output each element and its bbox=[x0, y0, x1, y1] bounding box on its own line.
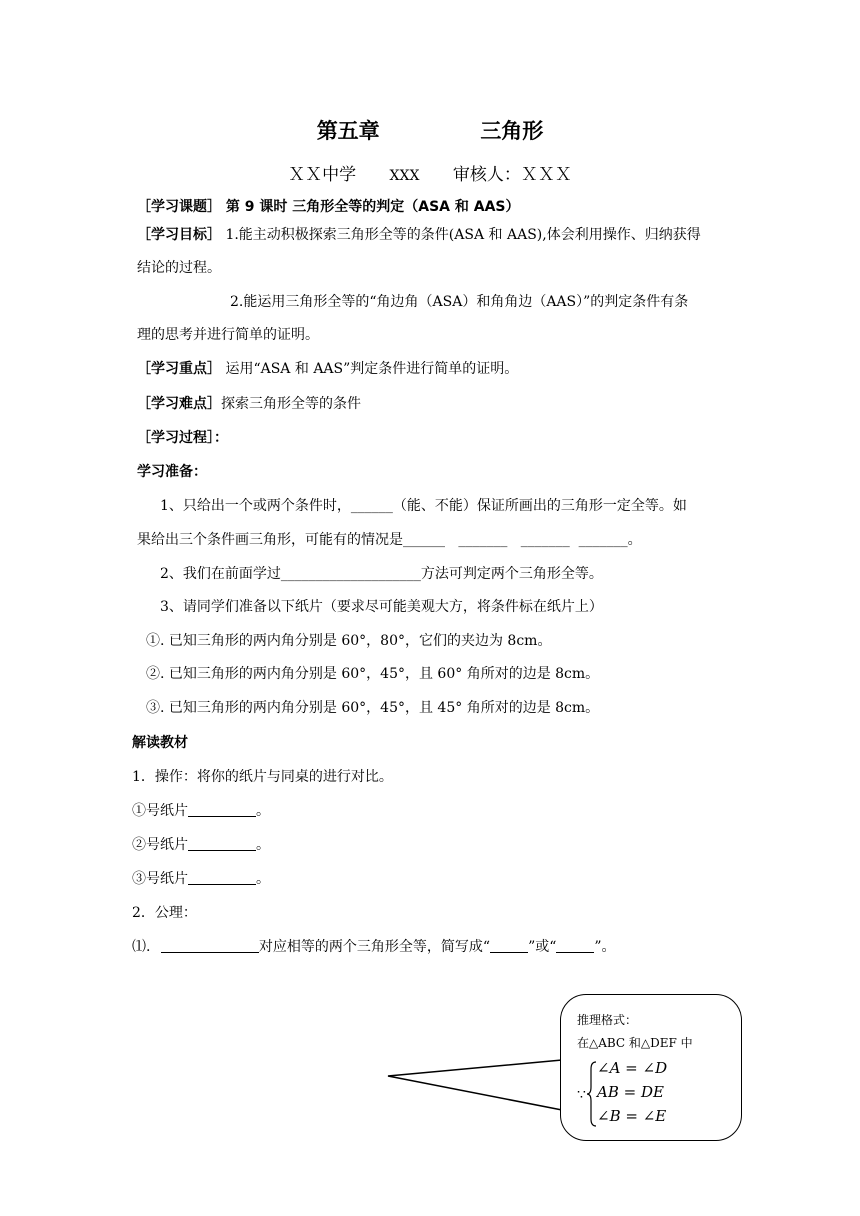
chapter-label: 第五章 bbox=[316, 118, 380, 143]
condition-side-ab: AB = DE bbox=[597, 1083, 664, 1101]
prep-q1-text-a: 1、只给出一个或两个条件时， bbox=[160, 498, 351, 514]
reading-heading: 解读教材 bbox=[132, 735, 188, 751]
reviewer: 审核人：ＸＸＸ bbox=[452, 165, 572, 185]
prep-q1-text-c: 果给出三个条件画三角形，可能有的情况是 bbox=[137, 532, 403, 548]
axiom-1-number: ⑴. bbox=[132, 939, 151, 955]
focus-label: ［学习重点］ bbox=[137, 361, 221, 377]
topic-label: ［学习课题］ bbox=[137, 199, 221, 215]
paper-card-3: ③. 已知三角形的两内角分别是 60°，45°，且 45° 角所对的边是 8cm。 bbox=[146, 700, 600, 716]
topic-text: 第 9 课时 三角形全等的判定（ASA 和 AAS） bbox=[225, 199, 520, 215]
process-label: ［学习过程］： bbox=[137, 430, 228, 446]
paper-card-1: ①. 已知三角形的两内角分别是 60°，80°，它们的夹边为 8cm。 bbox=[146, 633, 552, 649]
author-name: XXX bbox=[389, 168, 420, 184]
prep-q3: 3、请同学们准备以下纸片（要求尽可能美观大方，将条件标在纸片上） bbox=[160, 599, 603, 615]
goals-line-1b: 结论的过程。 bbox=[137, 260, 221, 276]
chapter-title: 三角形 bbox=[480, 118, 544, 143]
axiom-1-text-a: 对应相等的两个三角形全等，简写成“ bbox=[258, 939, 491, 955]
prep-q2-text-b: 方法可判定两个三角形全等。 bbox=[420, 566, 603, 582]
prep-q1-blanks: ______ _______ _______ _______ bbox=[403, 532, 628, 548]
axiom-1-text-b: ”或“ bbox=[528, 939, 557, 955]
paper-card-2: ②. 已知三角形的两内角分别是 60°，45°，且 60° 角所对的边是 8cm。 bbox=[146, 666, 600, 682]
prep-q2-blank: ____________________ bbox=[280, 566, 421, 582]
difficulty-label: ［学习难点］ bbox=[137, 396, 221, 412]
condition-angle-b: ∠B = ∠E bbox=[597, 1107, 667, 1125]
paper-2-period: 。 bbox=[256, 837, 270, 853]
prep-heading: 学习准备： bbox=[137, 464, 207, 480]
goals-line-2b: 理的思考并进行简单的证明。 bbox=[137, 327, 319, 343]
condition-angle-a: ∠A = ∠D bbox=[597, 1059, 668, 1077]
goals-label: ［学习目标］ bbox=[137, 227, 221, 243]
because-symbol: ∵ bbox=[577, 1087, 586, 1103]
prep-q2-text-a: 2、我们在前面学过 bbox=[160, 566, 281, 582]
prep-q1-text-b: （能、不能）保证所画出的三角形一定全等。如 bbox=[392, 498, 687, 514]
school-name: ＸＸ中学 bbox=[288, 165, 357, 185]
paper-3-period: 。 bbox=[256, 871, 270, 887]
callout-heading: 推理格式： bbox=[577, 1013, 638, 1027]
reading-op: 1．操作：将你的纸片与同桌的进行对比。 bbox=[132, 769, 393, 785]
focus-text: 运用“ASA 和 AAS”判定条件进行简单的证明。 bbox=[225, 361, 519, 377]
difficulty-text: 探索三角形全等的条件 bbox=[221, 396, 361, 412]
prep-q1-end: 。 bbox=[627, 532, 642, 548]
axiom-1-text-c: ”。 bbox=[594, 939, 616, 955]
paper-1-label: ①号纸片 bbox=[132, 803, 188, 819]
prep-q1-blank: ______ bbox=[350, 498, 393, 514]
paper-3-label: ③号纸片 bbox=[132, 871, 188, 887]
reasoning-callout bbox=[560, 994, 742, 1141]
paper-2-label: ②号纸片 bbox=[132, 837, 188, 853]
goals-line-2: 2.能运用三角形全等的“角边角（ASA）和角角边（AAS）”的判定条件有条 bbox=[230, 294, 689, 310]
goals-text-1: 1.能主动积极探索三角形全等的条件(ASA 和 AAS),体会利用操作、归纳获得 bbox=[225, 227, 701, 243]
callout-triangles: 在△ABC 和△DEF 中 bbox=[577, 1036, 693, 1050]
axiom-heading: 2．公理： bbox=[132, 905, 197, 921]
paper-1-period: 。 bbox=[256, 803, 270, 819]
brace-icon bbox=[587, 1061, 597, 1127]
